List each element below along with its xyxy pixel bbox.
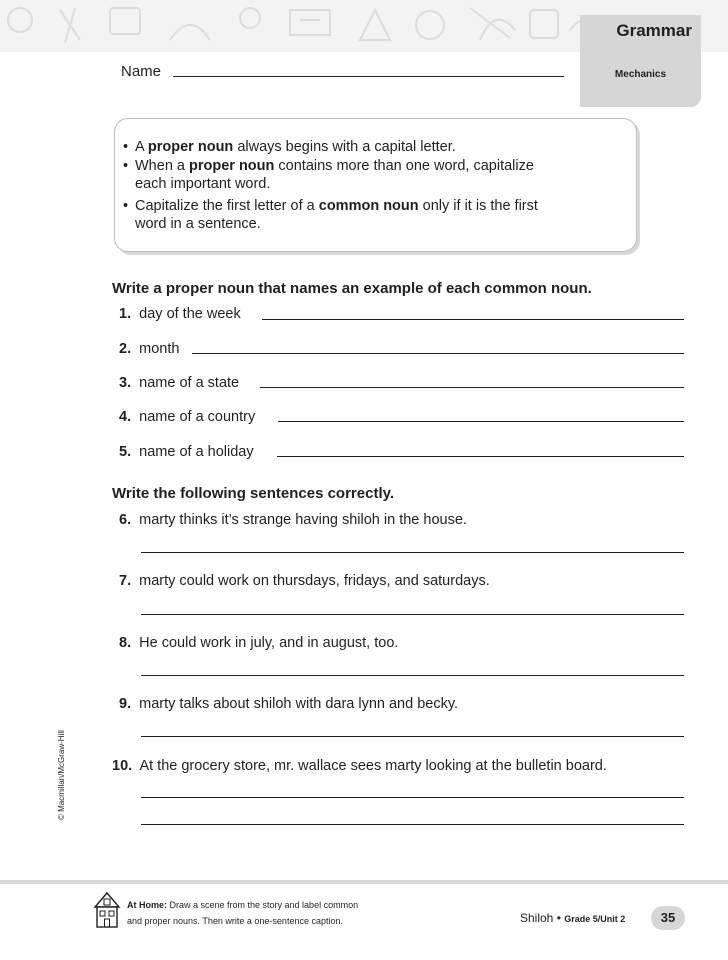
bullet-icon: • xyxy=(123,158,129,174)
list-item: 8. He could work in july, and in august, too. xyxy=(119,635,399,651)
tab-title: Grammar xyxy=(616,21,692,40)
list-item: 2. month xyxy=(119,341,180,357)
list-item: 3. name of a state xyxy=(119,375,240,391)
part2-instruction: Write the following sentences correctly. xyxy=(112,485,395,502)
answer-line[interactable] xyxy=(141,736,684,737)
grammar-tab xyxy=(580,15,701,107)
list-item: 4. name of a country xyxy=(119,409,256,425)
story-reference: Shiloh • Grade 5/Unit 2 xyxy=(520,911,626,925)
copyright-note: © Macmillan/McGraw-Hill xyxy=(57,730,66,820)
answer-line[interactable] xyxy=(192,353,684,354)
answer-line[interactable] xyxy=(141,675,684,676)
answer-line[interactable] xyxy=(262,319,684,320)
page-number: 35 xyxy=(651,906,685,930)
list-item: 9. marty talks about shiloh with dara lynn and becky. xyxy=(119,696,459,712)
answer-line[interactable] xyxy=(260,387,684,388)
answer-line[interactable] xyxy=(141,797,684,798)
answer-line[interactable] xyxy=(141,552,684,553)
at-home-note: At Home: Draw a scene from the story and label common and proper nouns. Then write a one-sentence caption. xyxy=(127,900,359,926)
list-item: 1. day of the week xyxy=(119,306,241,322)
list-item: 10. At the grocery store, mr. wallace sees marty looking at the bulletin board. xyxy=(112,758,607,774)
tab-subtitle: Mechanics xyxy=(614,69,667,80)
rule-1: • A proper noun always begins with a capital letter. xyxy=(123,139,456,155)
list-item: 6. marty thinks it’s strange having shiloh in the house. xyxy=(119,512,467,528)
rules-box xyxy=(114,118,637,252)
list-item: 7. marty could work on thursdays, fridays, and saturdays. xyxy=(119,573,490,589)
list-item: 5. name of a holiday xyxy=(119,444,254,460)
answer-line[interactable] xyxy=(278,421,684,422)
bullet-icon: • xyxy=(123,198,129,214)
part1-instruction: Write a proper noun that names an example of each common noun. xyxy=(112,280,592,297)
answer-line[interactable] xyxy=(141,614,684,615)
name-write-line[interactable] xyxy=(173,76,564,77)
rule-3: • Capitalize the first letter of a common noun only if it is the first word in a sentence. xyxy=(123,198,538,232)
school-house-icon xyxy=(92,889,122,934)
name-label: Name xyxy=(121,63,162,80)
rule-2: • When a proper noun contains more than one word, capitalize each important word. xyxy=(123,158,534,192)
answer-line[interactable] xyxy=(277,456,684,457)
bullet-icon: • xyxy=(123,139,129,155)
footer-rule xyxy=(0,880,728,884)
answer-line[interactable] xyxy=(141,824,684,825)
